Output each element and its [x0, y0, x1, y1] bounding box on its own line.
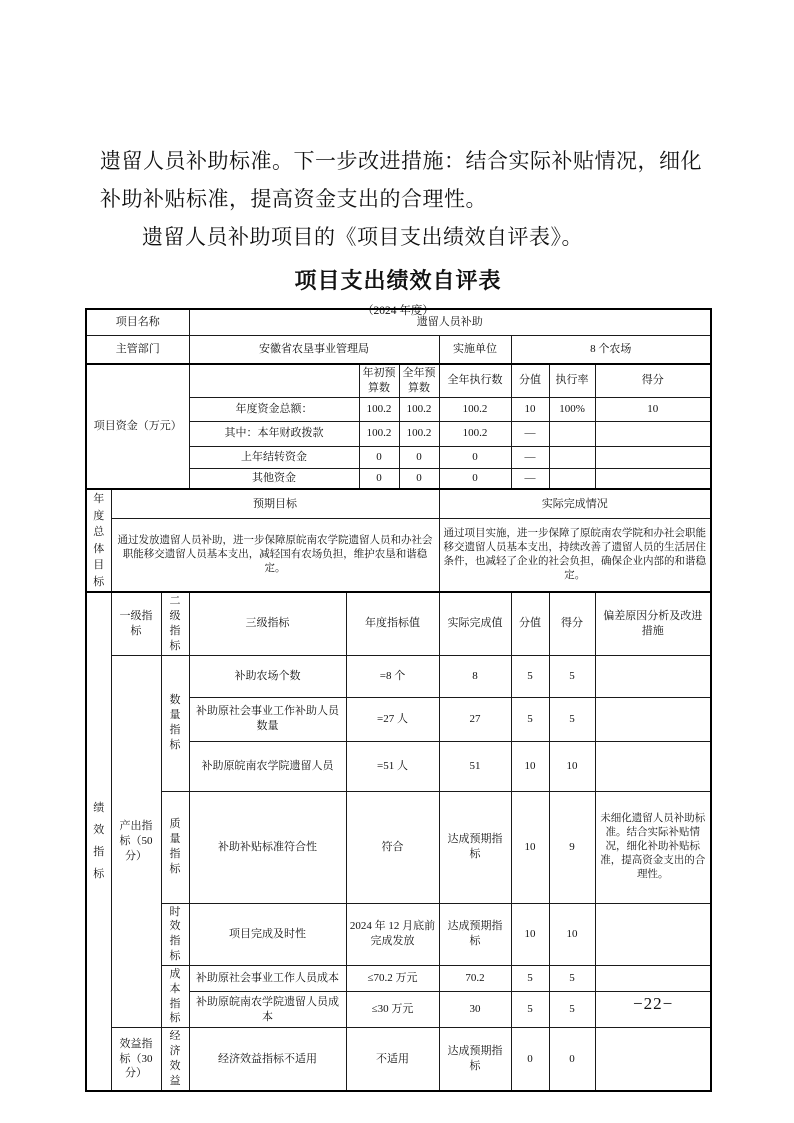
indicator-l3: 补助补贴标准符合性	[189, 791, 346, 903]
indicator-actual: 8	[439, 655, 511, 697]
indicator-header-weight: 分值	[511, 592, 549, 655]
funding-cell: —	[511, 446, 549, 468]
indicator-l3: 补助原社会事业工作补助人员数量	[189, 697, 346, 741]
funding-header-year-budget: 全年预算数	[399, 364, 439, 397]
goal-section-label	[86, 489, 111, 592]
indicator-target: ≤70.2 万元	[346, 965, 439, 991]
indicator-weight: 10	[511, 903, 549, 965]
indicator-target: ≤30 万元	[346, 991, 439, 1028]
indicator-deviation	[595, 965, 711, 991]
group-quantity-label: 数量指标	[161, 655, 189, 791]
indicator-target: 2024 年 12 月底前完成发放	[346, 903, 439, 965]
form-subtitle: （2024 年度）	[362, 305, 434, 317]
funding-cell: 100%	[549, 397, 595, 421]
funding-cell: 100.2	[399, 397, 439, 421]
indicator-weight: 5	[511, 965, 549, 991]
indicator-row	[86, 655, 711, 697]
funding-cell: —	[511, 421, 549, 446]
self-evaluation-table	[85, 308, 712, 1092]
funding-header-begin-budget: 年初预算数	[359, 364, 399, 397]
implement-unit-value: 8 个农场	[511, 335, 711, 364]
indicator-header-l1: 一级指标	[111, 592, 161, 655]
indicator-score: 9	[549, 791, 595, 903]
goal-section-label-text: 年度总体目标	[93, 493, 105, 588]
indicator-l3: 补助原皖南农学院遗留人员	[189, 741, 346, 791]
indicator-target: =8 个	[346, 655, 439, 697]
intro-line-2: 补助补贴标准，提高资金支出的合理性。	[100, 187, 487, 211]
indicator-section-label-text: 绩效指标	[93, 802, 105, 881]
funding-header-weight: 分值	[511, 364, 549, 397]
indicator-actual: 达成预期指标	[439, 791, 511, 903]
indicator-target: 不适用	[346, 1028, 439, 1091]
funding-cell: 100.2	[439, 421, 511, 446]
indicator-header-deviation: 偏差原因分析及改进措施	[595, 592, 711, 655]
funding-cell: 100.2	[439, 397, 511, 421]
indicator-deviation: 未细化遗留人员补助标准。结合实际补贴情况，细化补助补贴标准，提高资金支出的合理性。	[595, 791, 711, 903]
indicator-deviation	[595, 903, 711, 965]
row-goal-text	[86, 519, 711, 592]
funding-cell	[549, 446, 595, 468]
funding-cell: 100.2	[399, 421, 439, 446]
indicator-deviation	[595, 655, 711, 697]
indicator-row	[86, 965, 711, 991]
indicator-deviation	[595, 1028, 711, 1091]
goal-expected-header: 预期目标	[111, 489, 439, 519]
goal-expected-text: 通过发放遗留人员补助，进一步保障原皖南农学院遗留人员和办社会职能移交遗留人员基本支出，减轻国有农场负担，维护农垦和谐稳定。	[111, 519, 439, 592]
funding-cell: 100.2	[359, 397, 399, 421]
funding-cell: 0	[399, 468, 439, 489]
row-funding-header	[86, 364, 711, 397]
indicator-score: 5	[549, 965, 595, 991]
funding-cell: 0	[439, 446, 511, 468]
indicator-score: 0	[549, 1028, 595, 1091]
row-project-name	[86, 309, 711, 335]
funding-cell	[549, 421, 595, 446]
indicator-weight: 5	[511, 655, 549, 697]
funding-row-label: 年度资金总额：	[189, 397, 359, 421]
indicator-header-l2: 二级指标	[161, 592, 189, 655]
funding-header-year-exec: 全年执行数	[439, 364, 511, 397]
indicator-actual: 达成预期指标	[439, 1028, 511, 1091]
funding-cell: 0	[359, 446, 399, 468]
row-indicator-header	[86, 592, 711, 655]
indicator-l3: 补助原社会事业工作人员成本	[189, 965, 346, 991]
indicator-score: 5	[549, 991, 595, 1028]
funding-row-label: 其他资金	[189, 468, 359, 489]
funding-cell: 10	[595, 397, 711, 421]
group-cost-label: 成本指标	[161, 965, 189, 1027]
funding-cell: 10	[511, 397, 549, 421]
funding-cell: 0	[359, 468, 399, 489]
indicator-score: 5	[549, 655, 595, 697]
indicator-actual: 达成预期指标	[439, 903, 511, 965]
indicator-score: 5	[549, 697, 595, 741]
row-goal-header	[86, 489, 711, 519]
indicator-header-actual: 实际完成值	[439, 592, 511, 655]
funding-cell	[595, 468, 711, 489]
funding-cell	[595, 421, 711, 446]
row-department	[86, 335, 711, 364]
funding-cell	[595, 446, 711, 468]
intro-line-1: 遗留人员补助标准。下一步改进措施：结合实际补贴情况，细化	[100, 149, 702, 173]
group-timeliness-label: 时效指标	[161, 903, 189, 965]
form-title: 项目支出绩效自评表	[294, 268, 502, 293]
indicator-score: 10	[549, 903, 595, 965]
indicator-weight: 10	[511, 741, 549, 791]
group-economic-label: 经济效益	[161, 1028, 189, 1091]
indicator-row	[86, 903, 711, 965]
indicator-weight: 5	[511, 991, 549, 1028]
funding-row-label: 上年结转资金	[189, 446, 359, 468]
funding-cell	[549, 468, 595, 489]
group-output-label: 产出指标（50分）	[111, 655, 161, 1028]
indicator-row	[86, 1028, 711, 1091]
indicator-target: =27 人	[346, 697, 439, 741]
indicator-l3: 经济效益指标不适用	[189, 1028, 346, 1091]
indicator-target: 符合	[346, 791, 439, 903]
indicator-section-label	[86, 592, 111, 1091]
group-quality-label: 质量指标	[161, 791, 189, 903]
department-label: 主管部门	[86, 335, 189, 364]
indicator-header-l3: 三级指标	[189, 592, 346, 655]
indicator-target: =51 人	[346, 741, 439, 791]
indicator-actual: 30	[439, 991, 511, 1028]
indicator-deviation	[595, 697, 711, 741]
indicator-row	[86, 791, 711, 903]
funding-header-score: 得分	[595, 364, 711, 397]
funding-section-label: 项目资金（万元）	[86, 364, 189, 489]
funding-row-label: 其中：本年财政拨款	[189, 421, 359, 446]
funding-empty-cell	[189, 364, 359, 397]
funding-cell: —	[511, 468, 549, 489]
indicator-actual: 27	[439, 697, 511, 741]
implement-unit-label: 实施单位	[439, 335, 511, 364]
page-content	[100, 149, 702, 318]
department-value: 安徽省农垦事业管理局	[189, 335, 439, 364]
indicator-l3: 项目完成及时性	[189, 903, 346, 965]
indicator-weight: 5	[511, 697, 549, 741]
funding-header-exec-rate: 执行率	[549, 364, 595, 397]
funding-cell: 0	[439, 468, 511, 489]
indicator-l3: 补助原皖南农学院遗留人员成本	[189, 991, 346, 1028]
goal-actual-text: 通过项目实施，进一步保障了原皖南农学院和办社会职能移交遗留人员基本支出，持续改善了遗留人员的生活居住条件，也减轻了企业的社会负担，确保企业内部的和谐稳定。	[439, 519, 711, 592]
project-name-value: 遗留人员补助	[189, 309, 711, 335]
project-name-label: 项目名称	[86, 309, 189, 335]
indicator-weight: 10	[511, 791, 549, 903]
indicator-header-score: 得分	[549, 592, 595, 655]
indicator-weight: 0	[511, 1028, 549, 1091]
indicator-deviation	[595, 741, 711, 791]
group-benefit-label: 效益指标（30分）	[111, 1028, 161, 1091]
goal-actual-header: 实际完成情况	[439, 489, 711, 519]
intro-paragraph	[100, 149, 702, 249]
indicator-l3: 补助农场个数	[189, 655, 346, 697]
intro-line-3: 遗留人员补助项目的《项目支出绩效自评表》。	[142, 225, 583, 249]
indicator-header-target: 年度指标值	[346, 592, 439, 655]
page-number: −22−	[633, 994, 674, 1013]
funding-cell: 100.2	[359, 421, 399, 446]
funding-cell: 0	[399, 446, 439, 468]
indicator-actual: 70.2	[439, 965, 511, 991]
indicator-actual: 51	[439, 741, 511, 791]
indicator-score: 10	[549, 741, 595, 791]
